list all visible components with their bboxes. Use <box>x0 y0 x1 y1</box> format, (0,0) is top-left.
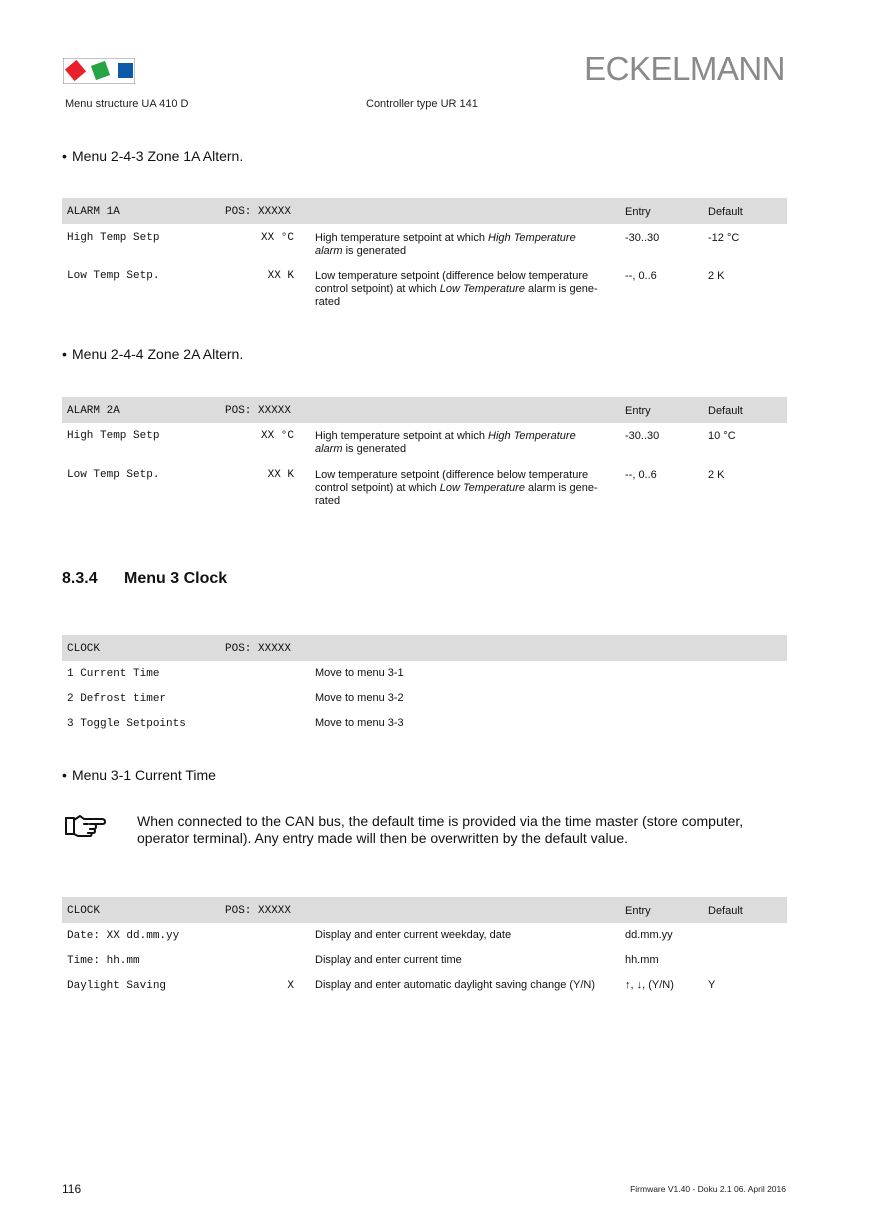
param-entry: --, 0..6 <box>625 270 657 282</box>
table-row <box>62 224 787 262</box>
table-header <box>62 198 787 224</box>
table-row <box>62 661 787 686</box>
param-name: High Temp Setp <box>67 232 160 244</box>
table-header <box>62 397 787 423</box>
param-value: XX °C <box>260 430 294 442</box>
param-name: Time: hh.mm <box>67 955 140 967</box>
header-controller-type: Controller type UR 141 <box>366 98 478 110</box>
menu-item-description: Move to menu 3-2 <box>315 692 404 704</box>
table-clock-menu <box>62 635 787 736</box>
note-text: When connected to the CAN bus, the default time is provided via the time master (store computer, operator terminal). Any entry made will then be overwritten by the default value. <box>137 813 744 846</box>
menu-pos: POS: XXXXX <box>225 905 292 917</box>
param-entry: ↑, ↓, (Y/N) <box>625 979 674 991</box>
param-entry: -30..30 <box>625 232 660 244</box>
param-description: Low temperature setpoint (difference below temperature control setpoint) at which Low Temperature alarm is gene-rated <box>315 270 598 308</box>
page-number: 116 <box>62 1182 82 1196</box>
param-value: XX K <box>267 469 294 481</box>
table-row <box>62 686 787 711</box>
menu-name: ALARM 1A <box>67 206 120 218</box>
param-value: XX °C <box>260 232 294 244</box>
param-default: -12 °C <box>708 232 740 244</box>
entry-header: Entry <box>625 206 651 218</box>
bullet-menu-3-1: • Menu 3-1 Current Time <box>62 767 216 783</box>
menu-name: CLOCK <box>67 643 101 655</box>
menu-item: 1 Current Time <box>67 668 160 680</box>
param-description: Display and enter current weekday, date <box>315 929 512 941</box>
table-alarm-2a <box>62 397 787 511</box>
param-description: Display and enter automatic daylight saving change (Y/N) <box>315 979 596 991</box>
menu-pos: POS: XXXXX <box>225 405 292 417</box>
default-header: Default <box>708 405 743 417</box>
menu-item-description: Move to menu 3-3 <box>315 717 404 729</box>
table-header <box>62 635 787 661</box>
param-value: X <box>287 980 294 992</box>
bullet-menu-2-4-3: • Menu 2-4-3 Zone 1A Altern. <box>62 148 244 164</box>
param-default: 10 °C <box>708 430 736 442</box>
param-name: Low Temp Setp. <box>67 270 160 282</box>
param-description: High temperature setpoint at which High Temperature alarm is generated <box>315 232 576 257</box>
param-value: XX K <box>267 270 294 282</box>
param-name: Daylight Saving <box>67 980 167 992</box>
footer-version: Firmware V1.40 - Doku 2.1 06. April 2016 <box>630 1184 786 1194</box>
header-menu-structure: Menu structure UA 410 D <box>65 98 189 110</box>
param-entry: --, 0..6 <box>625 469 657 481</box>
menu-item: 3 Toggle Setpoints <box>67 718 186 730</box>
menu-pos: POS: XXXXX <box>225 643 292 655</box>
param-default: 2 K <box>708 469 725 481</box>
param-description: Low temperature setpoint (difference below temperature control setpoint) at which Low Temperature alarm is gene-rated <box>315 469 598 507</box>
table-row <box>62 711 787 736</box>
param-description: Display and enter current time <box>315 954 462 966</box>
entry-header: Entry <box>625 905 651 917</box>
table-row <box>62 262 787 312</box>
param-name: High Temp Setp <box>67 430 160 442</box>
menu-pos: POS: XXXXX <box>225 206 292 218</box>
param-name: Low Temp Setp. <box>67 469 160 481</box>
table-row <box>62 461 787 511</box>
table-row <box>62 973 787 998</box>
menu-name: CLOCK <box>67 905 101 917</box>
table-header <box>62 897 787 923</box>
brand-name: ECKELMANN <box>584 50 785 87</box>
default-header: Default <box>708 206 743 218</box>
table-row <box>62 948 787 973</box>
table-current-time <box>62 897 787 998</box>
param-name: Date: XX dd.mm.yy <box>67 930 180 942</box>
menu-item: 2 Defrost timer <box>67 693 167 705</box>
param-default: Y <box>708 979 716 991</box>
param-entry: dd.mm.yy <box>625 929 673 941</box>
menu-name: ALARM 2A <box>67 405 120 417</box>
param-entry: -30..30 <box>625 430 660 442</box>
default-header: Default <box>708 905 743 917</box>
eckelmann-logo-icon <box>63 58 135 84</box>
bullet-menu-2-4-4: • Menu 2-4-4 Zone 2A Altern. <box>62 346 244 362</box>
pointing-hand-icon <box>64 812 108 838</box>
table-row <box>62 923 787 948</box>
entry-header: Entry <box>625 405 651 417</box>
table-row <box>62 423 787 461</box>
param-entry: hh.mm <box>625 954 659 966</box>
param-default: 2 K <box>708 270 725 282</box>
param-description: High temperature setpoint at which High Temperature alarm is generated <box>315 430 576 455</box>
menu-item-description: Move to menu 3-1 <box>315 667 404 679</box>
table-alarm-1a <box>62 198 787 312</box>
section-heading: 8.3.4 Menu 3 Clock <box>62 570 228 587</box>
